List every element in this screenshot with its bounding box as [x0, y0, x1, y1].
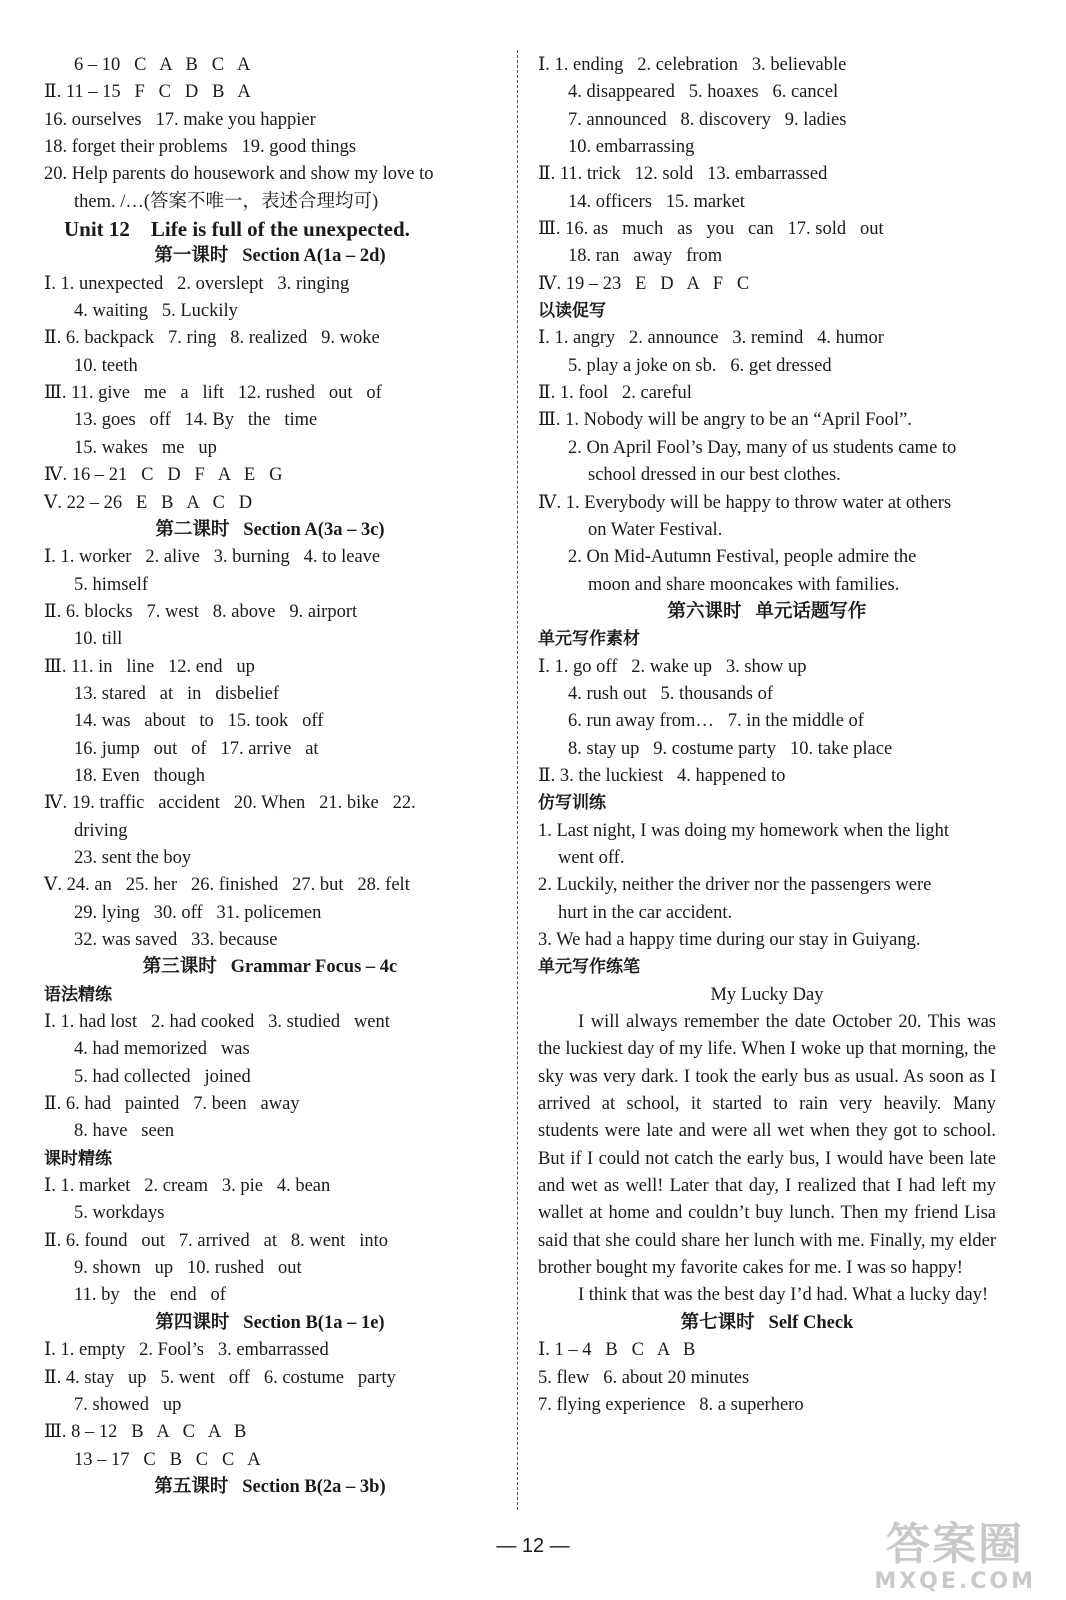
category-heading: 单元写作素材	[538, 629, 640, 650]
watermark-site-text: MXQE.COM	[874, 1569, 1036, 1594]
answer-line: Ⅰ. 1. had lost 2. had cooked 3. studied went	[44, 1012, 390, 1033]
right-column-self-check	[538, 1310, 996, 1419]
answer-line: Ⅳ. 1. Everybody will be happy to throw water at others	[538, 492, 952, 513]
answer-line: 18. forget their problems 19. good things	[44, 137, 357, 158]
answer-line: 5. had collected joined	[74, 1066, 251, 1087]
answer-line: 16. jump out of 17. arrive at	[74, 738, 319, 759]
answer-line: 6 – 10 C A B C A	[74, 55, 251, 75]
answer-line: 5. flew 6. about 20 minutes	[538, 1367, 750, 1388]
answer-line: Ⅲ. 11. give me a lift 12. rushed out of	[44, 383, 382, 404]
answer-line: 8. stay up 9. costume party 10. take place	[568, 738, 893, 759]
lesson-heading: 第七课时 Self Check	[680, 1312, 854, 1333]
answer-line: on Water Festival.	[588, 519, 723, 540]
answer-line: 8. have seen	[74, 1121, 175, 1142]
answer-line: 20. Help parents do housework and show my love to	[44, 164, 434, 185]
essay-paragraph: I think that was the best day I’d had. What a lucky day!	[578, 1285, 989, 1306]
lesson-heading: 第五课时 Section B(2a – 3b)	[154, 1476, 386, 1497]
answer-line: 5. workdays	[74, 1203, 165, 1224]
answer-line: moon and share mooncakes with families.	[588, 574, 900, 595]
answer-line: 7. showed up	[74, 1394, 182, 1415]
unit-heading: Unit 12 Life is full of the unexpected.	[64, 217, 410, 242]
answer-line: Ⅴ. 24. an 25. her 26. finished 27. but 28. felt	[44, 875, 410, 896]
answer-line: 32. was saved 33. because	[74, 930, 278, 950]
answer-line: 1. Last night, I was doing my homework when the light	[538, 820, 950, 841]
right-column-answers	[538, 52, 996, 982]
answer-line: 7. flying experience 8. a superhero	[538, 1394, 804, 1415]
answer-line: 6. run away from… 7. in the middle of	[568, 711, 864, 732]
answer-line: 9. shown up 10. rushed out	[74, 1258, 302, 1279]
answer-line: Ⅳ. 19. traffic accident 20. When 21. bike 22.	[44, 793, 416, 814]
answer-line: 4. rush out 5. thousands of	[568, 683, 774, 704]
answer-line: 10. till	[74, 629, 123, 650]
answer-line: 13. goes off 14. By the time	[74, 410, 318, 431]
answer-line: Ⅰ. 1. market 2. cream 3. pie 4. bean	[44, 1176, 331, 1197]
answer-line: Ⅱ. 6. blocks 7. west 8. above 9. airport	[44, 601, 358, 622]
answer-line: Ⅲ. 1. Nobody will be angry to be an “April Fool”.	[538, 410, 912, 431]
answer-line: went off.	[558, 847, 625, 868]
lesson-heading: 第六课时 单元话题写作	[667, 601, 867, 622]
answer-line: driving	[74, 820, 128, 841]
answer-line: Ⅱ. 3. the luckiest 4. happened to	[538, 765, 786, 786]
answer-line: Ⅳ. 19 – 23 E D A F C	[538, 273, 750, 294]
lesson-heading: 第四课时 Section B(1a – 1e)	[155, 1312, 385, 1333]
category-heading: 以读促写	[538, 301, 606, 322]
answer-line: 3. We had a happy time during our stay in Guiyang.	[538, 930, 921, 950]
answer-line: Ⅰ. 1. worker 2. alive 3. burning 4. to leave	[44, 547, 381, 568]
answer-line: 18. ran away from	[568, 246, 723, 267]
answer-line: Ⅱ. 1. fool 2. careful	[538, 383, 692, 404]
answer-line: them. /…(答案不唯一，表述合理均可)	[74, 191, 379, 212]
answer-line: Ⅰ. 1. ending 2. celebration 3. believable	[538, 55, 847, 75]
category-heading: 单元写作练笔	[538, 957, 640, 978]
watermark-logo	[874, 1521, 1036, 1594]
category-heading: 课时精练	[44, 1148, 112, 1169]
column-divider	[517, 50, 518, 1510]
lesson-heading: 第二课时 Section A(3a – 3c)	[155, 519, 385, 540]
answer-line: 15. wakes me up	[74, 437, 217, 458]
answer-line: 4. waiting 5. Luckily	[74, 301, 238, 322]
answer-line: Ⅰ. 1. empty 2. Fool’s 3. embarrassed	[44, 1340, 329, 1361]
answer-line: 2. On Mid-Autumn Festival, people admire the	[568, 547, 917, 568]
answer-line: 4. disappeared 5. hoaxes 6. cancel	[568, 82, 839, 103]
answer-line: Ⅳ. 16 – 21 C D F A E G	[44, 465, 283, 486]
answer-line: school dressed in our best clothes.	[588, 465, 841, 486]
answer-line: 10. teeth	[74, 355, 138, 376]
page-number: — 12 —	[496, 1535, 570, 1557]
answer-line: Ⅱ. 6. had painted 7. been away	[44, 1094, 300, 1115]
answer-line: 14. was about to 15. took off	[74, 711, 324, 732]
answer-line: 29. lying 30. off 31. policemen	[74, 902, 322, 923]
answer-line: 2. Luckily, neither the driver nor the passengers were	[538, 875, 932, 896]
answer-line: Ⅱ. 11 – 15 F C D B A	[44, 82, 251, 103]
category-heading: 仿写训练	[538, 793, 606, 814]
answer-line: 5. play a joke on sb. 6. get dressed	[568, 355, 832, 376]
answer-line: hurt in the car accident.	[558, 902, 733, 923]
answer-line: 2. On April Fool’s Day, many of us students came to	[568, 437, 957, 458]
answer-line: Ⅲ. 16. as much as you can 17. sold out	[538, 219, 884, 240]
answer-line: Ⅱ. 4. stay up 5. went off 6. costume party	[44, 1367, 396, 1388]
answer-line: 5. himself	[74, 574, 148, 595]
answer-line: Ⅰ. 1. unexpected 2. overslept 3. ringing	[44, 273, 350, 294]
category-heading: 语法精练	[44, 984, 112, 1005]
answer-line: Ⅴ. 22 – 26 E B A C D	[44, 492, 253, 513]
answer-line: 4. had memorized was	[74, 1039, 250, 1060]
essay-title: My Lucky Day	[710, 984, 824, 1005]
answer-line: Ⅲ. 11. in line 12. end up	[44, 656, 255, 677]
answer-line: Ⅱ. 11. trick 12. sold 13. embarrassed	[538, 164, 828, 185]
answer-line: Ⅰ. 1. go off 2. wake up 3. show up	[538, 656, 807, 677]
answer-line: 14. officers 15. market	[568, 191, 745, 212]
watermark-logo-text: 答案圈	[886, 1519, 1025, 1570]
answer-line: Ⅲ. 8 – 12 B A C A B	[44, 1422, 247, 1443]
lesson-heading: 第三课时 Grammar Focus – 4c	[142, 957, 398, 978]
answer-line: 11. by the end of	[74, 1285, 226, 1306]
answer-line: Ⅰ. 1. angry 2. announce 3. remind 4. humor	[538, 328, 884, 349]
essay-paragraph: I will always remember the date October 20. This was the luckiest day of my life. When I woke up that morning, the sky was very dark. I took the early bus as usual. As soon as I arrived at school, it started to rain very heavily. Many students were late and were all wet when they got to school. But if I could not catch the early bus, I would have been late and wet as well! Later that day, I realized that I had left my wallet at home and couldn’t buy lunch. Then my friend Lisa said that she could share her lunch with me. Finally, my elder brother bought my favorite cakes for me. I was so happy!	[538, 1012, 996, 1279]
answer-line: 13 – 17 C B C C A	[74, 1449, 261, 1470]
answer-line: 16. ourselves 17. make you happier	[44, 109, 316, 130]
answer-line: Ⅱ. 6. backpack 7. ring 8. realized 9. woke	[44, 328, 380, 349]
answer-line: 23. sent the boy	[74, 847, 192, 868]
answer-line: 13. stared at in disbelief	[74, 683, 279, 704]
answer-line: Ⅰ. 1 – 4 B C A B	[538, 1340, 696, 1361]
left-column	[44, 52, 496, 1501]
essay	[538, 982, 996, 1310]
answer-line: 18. Even though	[74, 765, 206, 786]
answer-line: 7. announced 8. discovery 9. ladies	[568, 109, 847, 130]
answer-line: Ⅱ. 6. found out 7. arrived at 8. went into	[44, 1230, 388, 1251]
right-column	[538, 52, 996, 1419]
lesson-heading: 第一课时 Section A(1a – 2d)	[154, 246, 386, 267]
answer-line: 10. embarrassing	[568, 137, 695, 158]
